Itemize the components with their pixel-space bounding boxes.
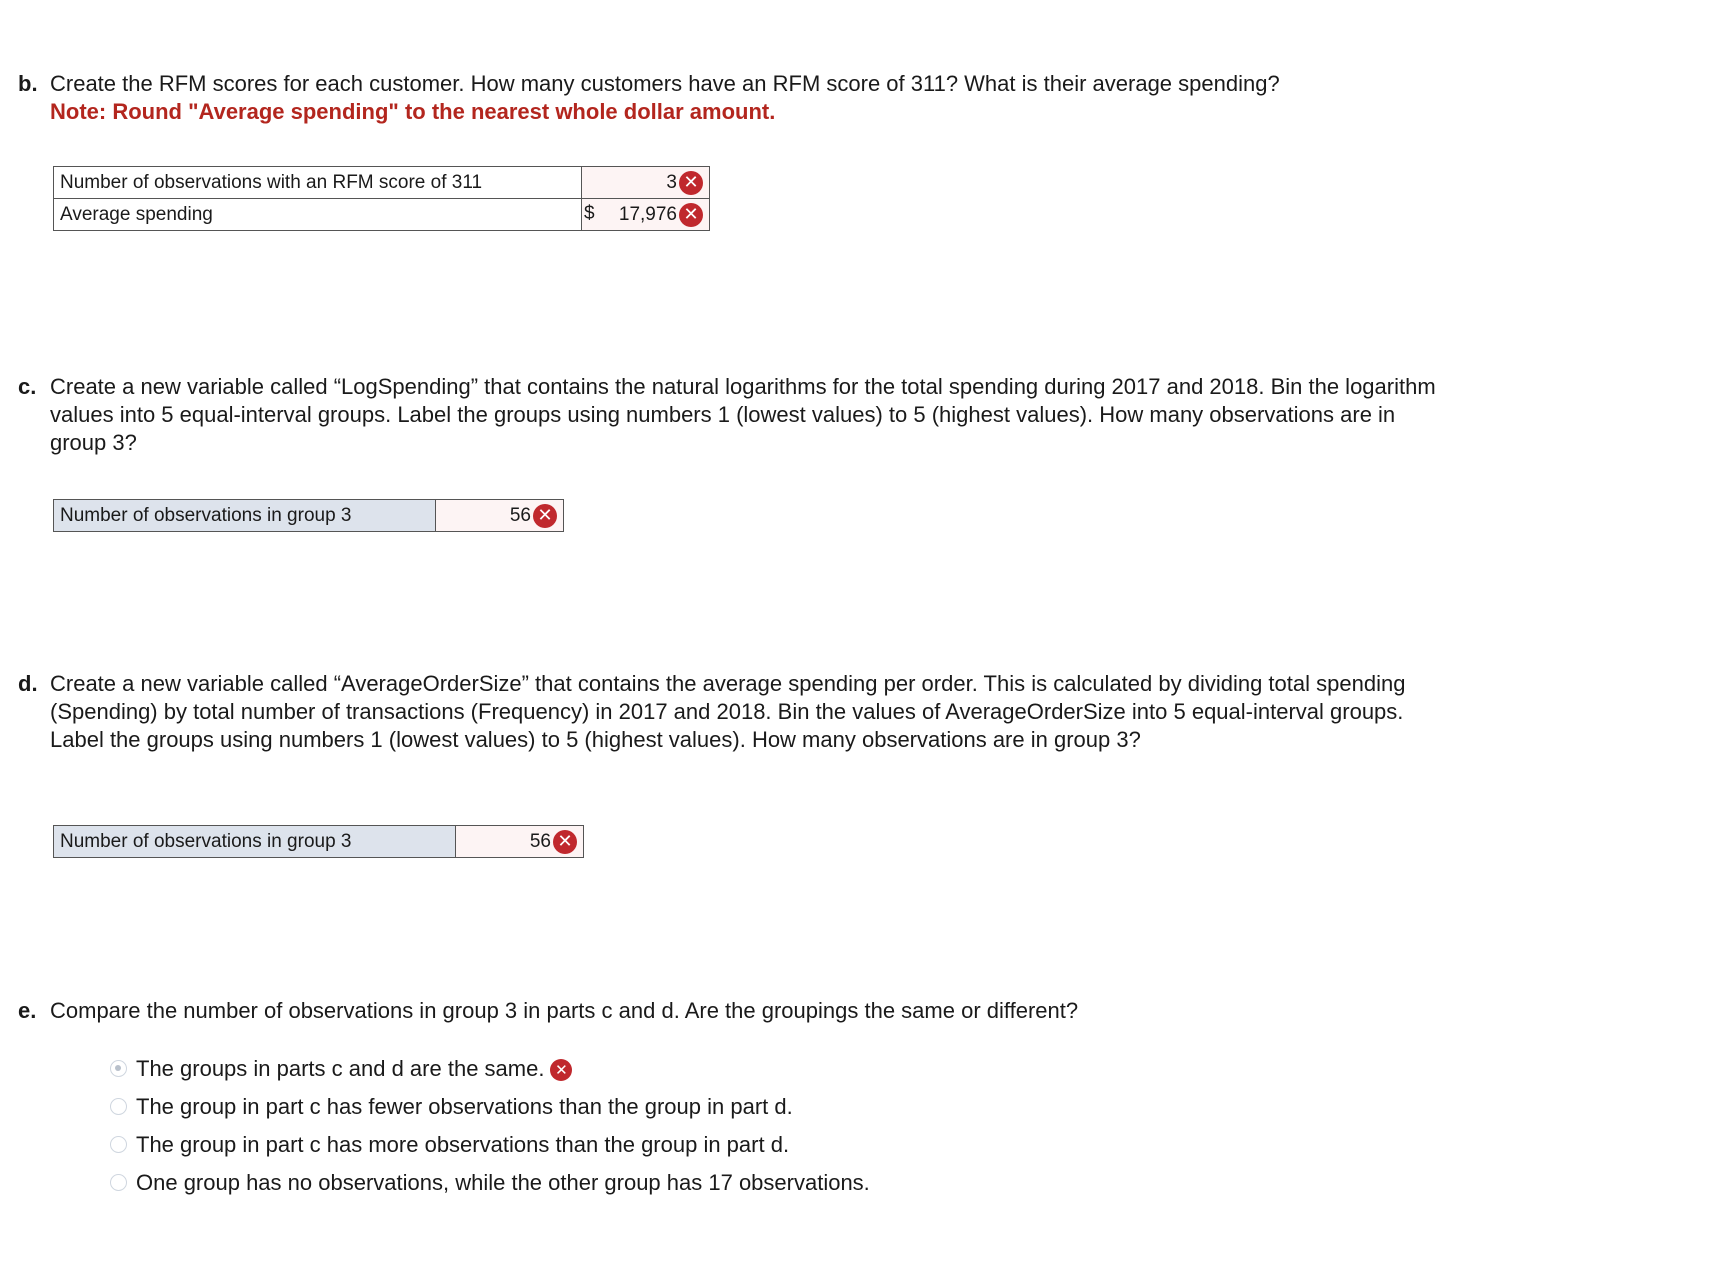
- question-letter: c.: [18, 374, 37, 399]
- question-e: [18, 997, 1448, 1025]
- option-c-fewer[interactable]: [110, 1088, 870, 1126]
- incorrect-x-icon: ✕: [533, 504, 557, 528]
- option-label: The group in part c has fewer observations than the group in part d.: [136, 1094, 793, 1119]
- table-row: [54, 500, 564, 532]
- radio-button[interactable]: [110, 1174, 127, 1191]
- answer-table-c: [53, 499, 564, 532]
- option-one-empty[interactable]: [110, 1164, 870, 1202]
- table-row: [54, 167, 710, 199]
- question-c: [18, 373, 1448, 457]
- question-b: [18, 70, 1448, 126]
- table-row: [54, 199, 710, 231]
- row-label: Number of observations in group 3: [54, 500, 436, 532]
- option-label: The groups in parts c and d are the same.: [136, 1056, 545, 1081]
- answer-input-group3-c[interactable]: [436, 500, 564, 532]
- question-letter: e.: [18, 998, 37, 1023]
- answer-table-b: [53, 166, 710, 231]
- question-text: Compare the number of observations in group 3 in parts c and d. Are the groupings the same or different?: [50, 998, 1079, 1023]
- answer-value: 56: [509, 504, 531, 526]
- option-label: The group in part c has more observations than the group in part d.: [136, 1132, 790, 1157]
- incorrect-x-icon: ✕: [679, 171, 703, 195]
- question-letter: b.: [18, 71, 38, 96]
- option-same[interactable]: [110, 1050, 870, 1088]
- option-label: One group has no observations, while the other group has 17 observations.: [136, 1170, 870, 1195]
- row-label: Average spending: [54, 199, 582, 231]
- answer-input-average-spending[interactable]: [582, 199, 710, 231]
- answer-value: 17,976: [618, 203, 677, 225]
- question-note: Note: Round "Average spending" to the nearest whole dollar amount.: [50, 99, 776, 124]
- question-letter: d.: [18, 671, 38, 696]
- table-row: [54, 826, 584, 858]
- incorrect-x-icon: ✕: [553, 830, 577, 854]
- question-text: Create the RFM scores for each customer. How many customers have an RFM score of 311? What is their average spending?: [50, 71, 1280, 96]
- question-d: [18, 670, 1448, 754]
- answer-options: [110, 1050, 870, 1202]
- currency-symbol: $: [584, 202, 595, 224]
- row-label: Number of observations with an RFM score of 311: [54, 167, 582, 199]
- radio-button[interactable]: [110, 1098, 127, 1115]
- radio-button[interactable]: [110, 1136, 127, 1153]
- answer-value: 3: [666, 171, 677, 193]
- incorrect-x-icon: ✕: [550, 1059, 572, 1081]
- row-label: Number of observations in group 3: [54, 826, 456, 858]
- question-text: Create a new variable called “AverageOrderSize” that contains the average spending per order. This is calculated by dividing total spending (Spending) by total number of transactions (Frequency) in 2017 and 2018. Bin the values of AverageOrderSize into 5 equal-interval groups. Label the groups using numbers 1 (lowest values) to 5 (highest values). How many observations are in group 3?: [50, 671, 1406, 752]
- question-text: Create a new variable called “LogSpending” that contains the natural logarithms for the total spending during 2017 and 2018. Bin the logarithm values into 5 equal-interval groups. Label the groups using numbers 1 (lowest values) to 5 (highest values). How many observations are in group 3?: [50, 374, 1436, 455]
- option-c-more[interactable]: [110, 1126, 870, 1164]
- answer-input-group3-d[interactable]: [456, 826, 584, 858]
- answer-input-rfm-count[interactable]: [582, 167, 710, 199]
- incorrect-x-icon: ✕: [679, 203, 703, 227]
- answer-value: 56: [529, 830, 551, 852]
- radio-button-selected[interactable]: [110, 1060, 127, 1077]
- answer-table-d: [53, 825, 584, 858]
